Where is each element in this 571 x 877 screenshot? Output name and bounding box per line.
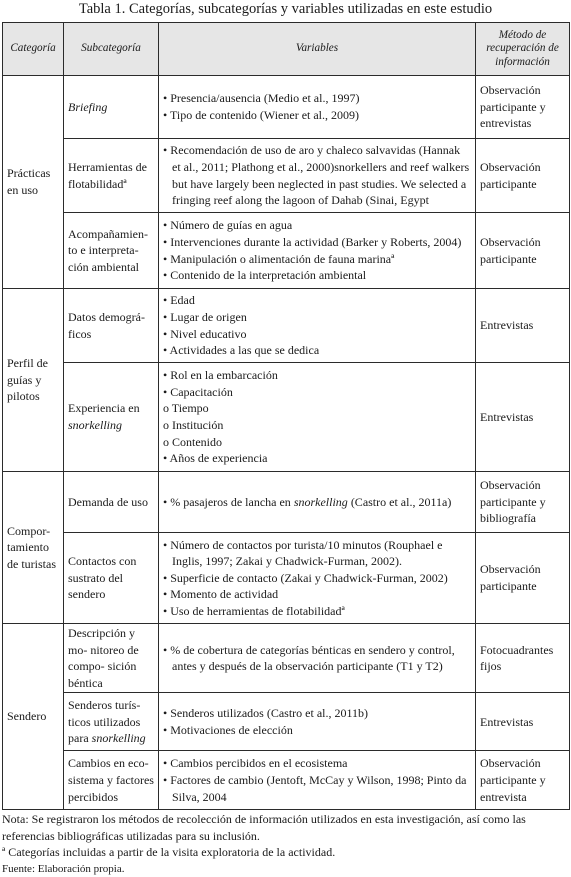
subcategory-cell [64, 363, 159, 472]
table-row [3, 289, 570, 363]
variable-item: • Actividades a las que se dedica [163, 342, 471, 359]
variables-cell [159, 289, 476, 363]
variables-cell [159, 76, 476, 139]
table-notes [2, 811, 568, 877]
variables-cell [159, 472, 476, 533]
variable-italic-text: snorkelling [294, 495, 348, 509]
subcategory-text: Senderos turís- ticos utilizados para [68, 698, 140, 745]
variable-item: • Factores de cambio (Jentoft, McCay y Wilson, 1998; Pinto da Silva, 2004 [163, 772, 471, 805]
variable-item: • Rol en la embarcación [163, 367, 471, 384]
table-row [3, 533, 570, 624]
source-text: Fuente: Elaboración propia. [2, 861, 568, 877]
variables-cell [159, 533, 476, 624]
table-row [3, 139, 570, 213]
subcategory-cell: Cambios en eco- sistema y factores percibidos [64, 751, 159, 810]
variable-item: • Momento de actividad [163, 586, 471, 603]
method-cell: Observación participante y entrevistas [476, 76, 570, 139]
table-row [3, 751, 570, 810]
variable-item: • Recomendación de uso de aro y chaleco salvavidas (Hannak et al., 2011; Plathong et al., 2000)snorkellers and reef walkers but have largely been neglected in past studies. We selected a fringing reef along the lagoon of Dahab (Sinai, Egypt [163, 142, 471, 208]
subcategory-cell [64, 693, 159, 751]
variable-item: o Contenido [163, 434, 471, 451]
method-cell: Observación participante [476, 139, 570, 213]
variable-item: o Tiempo [163, 400, 471, 417]
variables-cell [159, 363, 476, 472]
variable-item: • % de cobertura de categorías bénticas en sendero y control, antes y después de la observación participante (T1 y T2) [163, 642, 471, 675]
method-cell: Entrevistas [476, 289, 570, 363]
header-category: Categoría [3, 23, 64, 76]
variable-item: • Edad [163, 292, 471, 309]
method-cell: Observación participante y entrevista [476, 751, 570, 810]
subcategory-text: Experiencia en [68, 401, 140, 415]
category-cell: Sendero [3, 624, 64, 810]
variable-item: • Manipulación o alimentación de fauna marinaª [163, 251, 471, 268]
category-cell: Compor- tamiento de turistas [3, 472, 64, 624]
method-cell: Observación participante [476, 533, 570, 624]
header-variables: Variables [159, 23, 476, 76]
variable-item: • Senderos utilizados (Castro et al., 2011b) [163, 705, 471, 722]
variable-item [163, 494, 471, 511]
variable-item: • Tipo de contenido (Wiener et al., 2009) [163, 107, 471, 124]
variables-cell [159, 213, 476, 289]
footnote-text: ª Categorías incluidas a partir de la visita exploratoria de la actividad. [2, 844, 568, 861]
method-cell: Entrevistas [476, 693, 570, 751]
variables-cell [159, 624, 476, 693]
method-cell: Observación participante [476, 213, 570, 289]
variable-item: • Motivaciones de elección [163, 722, 471, 739]
table-title: Tabla 1. Categorías, subcategorías y variables utilizadas en este estudio [0, 0, 571, 18]
subcategory-cell: Contactos con sustrato del sendero [64, 533, 159, 624]
variable-item: • Número de contactos por turista/10 minutos (Rouphael e Inglis, 1997; Zakai y Chadwick-Furman, 2002). [163, 537, 471, 570]
variables-cell [159, 751, 476, 810]
category-cell: Perfil de guías y pilotos [3, 289, 64, 472]
data-table [2, 22, 570, 810]
table-row [3, 76, 570, 139]
table-row [3, 624, 570, 693]
subcategory-cell: Datos demográ- ficos [64, 289, 159, 363]
table-row [3, 693, 570, 751]
subcategory-cell: Demanda de uso [64, 472, 159, 533]
method-cell: Observación participante y bibliografía [476, 472, 570, 533]
subcategory-cell: Herramientas de flotabilidadª [64, 139, 159, 213]
variable-item: • Número de guías en agua [163, 217, 471, 234]
variable-item: • Intervenciones durante la actividad (Barker y Roberts, 2004) [163, 234, 471, 251]
subcategory-cell: Descripción y mo- nitoreo de compo- sición béntica [64, 624, 159, 693]
header-row [3, 23, 570, 76]
table-row [3, 472, 570, 533]
variable-item: • Lugar de origen [163, 309, 471, 326]
variable-item: • Superficie de contacto (Zakai y Chadwick-Furman, 2002) [163, 570, 471, 587]
variables-cell [159, 693, 476, 751]
method-cell: Fotocuadrantes fijos [476, 624, 570, 693]
variable-item: o Institución [163, 417, 471, 434]
variable-item: • Capacitación [163, 384, 471, 401]
note-text: Nota: Se registraron los métodos de recolección de información utilizados en esta investigación, así como las referencias bibliográficas utilizadas para su inclusión. [2, 811, 568, 844]
subcategory-cell: Acompañamien- to e interpreta- ción ambiental [64, 213, 159, 289]
category-cell: Prácticas en uso [3, 76, 64, 289]
variable-item: • Presencia/ausencia (Medio et al., 1997) [163, 90, 471, 107]
variable-item: • Cambios percibidos en el ecosistema [163, 755, 471, 772]
table-row [3, 213, 570, 289]
variables-cell [159, 139, 476, 213]
variable-item: • Contenido de la interpretación ambiental [163, 267, 471, 284]
header-subcategory: Subcategoría [64, 23, 159, 76]
subcategory-cell: Briefing [64, 76, 159, 139]
subcategory-italic-text: snorkelling [68, 418, 122, 432]
variable-text: (Castro et al., 2011a) [348, 495, 452, 509]
variable-item: • Años de experiencia [163, 450, 471, 467]
subcategory-italic-text: snorkelling [92, 731, 146, 745]
method-cell: Entrevistas [476, 363, 570, 472]
variable-text: • % pasajeros de lancha en [163, 495, 294, 509]
header-method: Método de recuperación de información [476, 23, 570, 76]
table-row [3, 363, 570, 472]
variable-item: • Uso de herramientas de flotabilidadª [163, 603, 471, 620]
variable-item: • Nivel educativo [163, 326, 471, 343]
